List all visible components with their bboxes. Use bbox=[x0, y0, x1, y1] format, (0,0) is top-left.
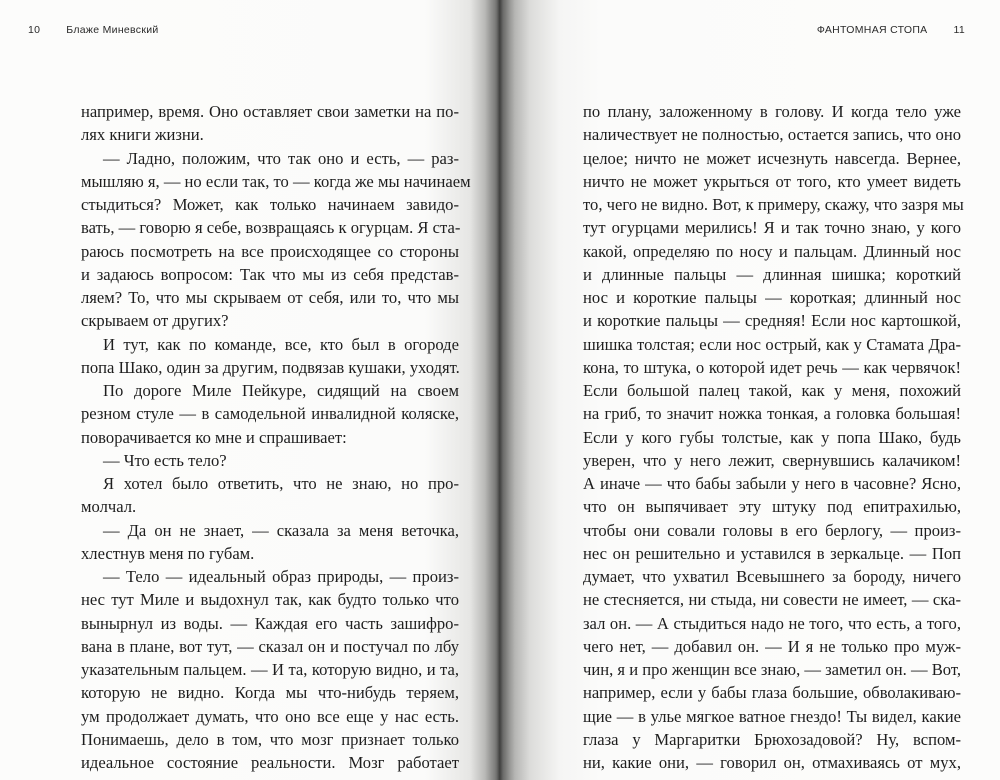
text-line: и задаюсь вопросом: Так что мы из себя представ- bbox=[81, 264, 459, 284]
text-line: чего нет, — добавил он. — И я не только про муж- bbox=[583, 636, 961, 656]
left-body-text bbox=[81, 100, 471, 774]
text-line: то, чего не видно. Вот, к примеру, скажу, что зазря мы bbox=[583, 195, 964, 214]
text-line: лях книги жизни. bbox=[81, 125, 204, 145]
text-line: целое; ничто не может исчезнуть навсегда. Вернее, bbox=[583, 148, 961, 168]
text-line: идеальное состояние реальности. Мозг работает bbox=[81, 753, 459, 772]
text-line: например, если у бабы глаза большие, обволакиваю- bbox=[583, 683, 961, 703]
text-line: раюсь посмотреть на все происходящее со стороны bbox=[81, 241, 459, 261]
text-line: — Ладно, положим, что так оно и есть, — раз- bbox=[103, 148, 459, 168]
text-line: резном стуле — в самодельной инвалидной коляске, bbox=[81, 404, 459, 424]
text-line: по плану, заложенному в голову. И когда тело уже bbox=[583, 102, 961, 121]
right-page-number: 11 bbox=[953, 24, 965, 36]
text-line: стыдиться? Может, как только начинаем завидо- bbox=[81, 195, 459, 214]
left-running-head bbox=[28, 24, 159, 36]
right-body-text bbox=[583, 100, 964, 774]
text-line: шишка толстая; если нос острый, как у Стамата Дра- bbox=[583, 334, 961, 354]
book-gutter bbox=[485, 0, 515, 780]
text-line: указательным пальцем. — И та, которую видно, и та, bbox=[81, 660, 459, 679]
text-line: какой, определяю по носу и пальцам. Длинный нос bbox=[583, 241, 961, 261]
text-line: нос и короткие пальцы — короткая; длинный нос bbox=[583, 288, 961, 307]
text-line: Если большой палец такой, как у меня, похожий bbox=[583, 381, 961, 400]
text-line: чин, я и про женщин все знаю, — заметил он. — Вот, bbox=[583, 660, 961, 679]
text-line: По дороге Миле Пейкуре, сидящий на своем bbox=[103, 381, 459, 400]
text-line: скрываем от других? bbox=[81, 311, 229, 331]
text-line: тут огурцами мерились! Я и так точно знаю, у кого bbox=[583, 218, 961, 238]
text-line: щие — в улье мягкое ватное гнездо! Ты видел, какие bbox=[583, 706, 961, 726]
text-line: не стесняется, ни стыда, ни совести не имеет, — ска- bbox=[583, 590, 961, 610]
text-line: — Да он не знает, — сказала за меня веточка, bbox=[103, 520, 459, 540]
text-line: ни, какие они, — говорил он, отмахиваясь от мух, bbox=[583, 753, 961, 772]
text-line: например, время. Оно оставляет свои заметки на по- bbox=[81, 102, 459, 121]
text-line: — Тело — идеальный образ природы, — произ- bbox=[103, 567, 459, 586]
text-line: вынырнул из воды. — Каждая его часть зашифро- bbox=[81, 613, 459, 633]
text-line: — Что есть тело? bbox=[103, 450, 227, 470]
text-line: И тут, как по команде, все, кто был в огороде bbox=[103, 334, 459, 354]
text-line: попа Шако, один за другим, подвязав кушаки, уходят. bbox=[81, 357, 460, 377]
text-line: Если у кого губы толстые, как у попа Шако, будь bbox=[583, 427, 961, 447]
text-line: кона, то штука, о которой идет речь — как червячок! bbox=[583, 357, 961, 377]
text-line: А иначе — что бабы забыли у него в часовне? Ясно, bbox=[583, 474, 961, 493]
text-line: что он выпячивает эту штуку под епитрахилью, bbox=[583, 497, 961, 517]
text-line: чтобы они совали головы в его берлогу, — произ- bbox=[583, 520, 961, 540]
text-line: и короткие пальцы — средняя! Если нос картошкой, bbox=[583, 311, 961, 331]
text-line: наличествует не полностью, остается запись, что оно bbox=[583, 125, 961, 145]
text-line: зал он. — А стыдиться надо не того, что есть, а того, bbox=[583, 613, 961, 633]
text-line: ум продолжает думать, что оно все еще у нас есть. bbox=[81, 706, 459, 726]
chapter-title: ФАНТОМНАЯ СТОПА bbox=[816, 24, 928, 36]
right-page bbox=[500, 0, 1000, 780]
text-line: нес тут Миле и выдохнул так, как будто только что bbox=[81, 590, 459, 610]
text-line: хлестнув меня по губам. bbox=[81, 543, 255, 563]
text-line: уверен, что у него лежит, свернувшись калачиком! bbox=[583, 450, 961, 470]
text-line: поворачивается ко мне и спрашивает: bbox=[81, 427, 347, 447]
right-running-head bbox=[817, 24, 965, 36]
text-line: глаза у Маргаритки Брюхозадовой? Ну, вспом- bbox=[583, 729, 961, 749]
text-line: ничто не может укрыться от того, кто умеет видеть bbox=[583, 171, 961, 191]
text-line: Я хотел было ответить, что не знаю, но про- bbox=[103, 474, 459, 493]
text-line: нес он решительно и уставился в зеркальце. — Поп bbox=[583, 543, 961, 563]
text-line: вать, — говорю я себе, возвращаясь к огурцам. Я ста- bbox=[81, 218, 461, 238]
text-line: которую не видно. Когда мы что-нибудь теряем, bbox=[81, 683, 459, 703]
text-line: Понимаешь, дело в том, что мозг признает только bbox=[81, 729, 459, 749]
text-line: вана в плане, вот тут, — сказал он и постучал по лбу bbox=[81, 636, 459, 656]
text-line: и длинные пальцы — длинная шишка; короткий bbox=[583, 264, 961, 284]
text-line: мышляю я, — но если так, то — когда же мы начинаем bbox=[81, 171, 471, 191]
text-line: ляем? То, что мы скрываем от себя, или то, что мы bbox=[81, 288, 459, 307]
author-name: Блаже Миневский bbox=[66, 24, 159, 36]
text-line: молчал. bbox=[81, 497, 137, 517]
text-line: думает, что ухватил Всевышнего за бороду, ничего bbox=[583, 567, 961, 586]
left-page-number: 10 bbox=[28, 24, 41, 36]
text-line: на гриб, то значит ножка тонкая, а головка большая! bbox=[583, 404, 961, 424]
